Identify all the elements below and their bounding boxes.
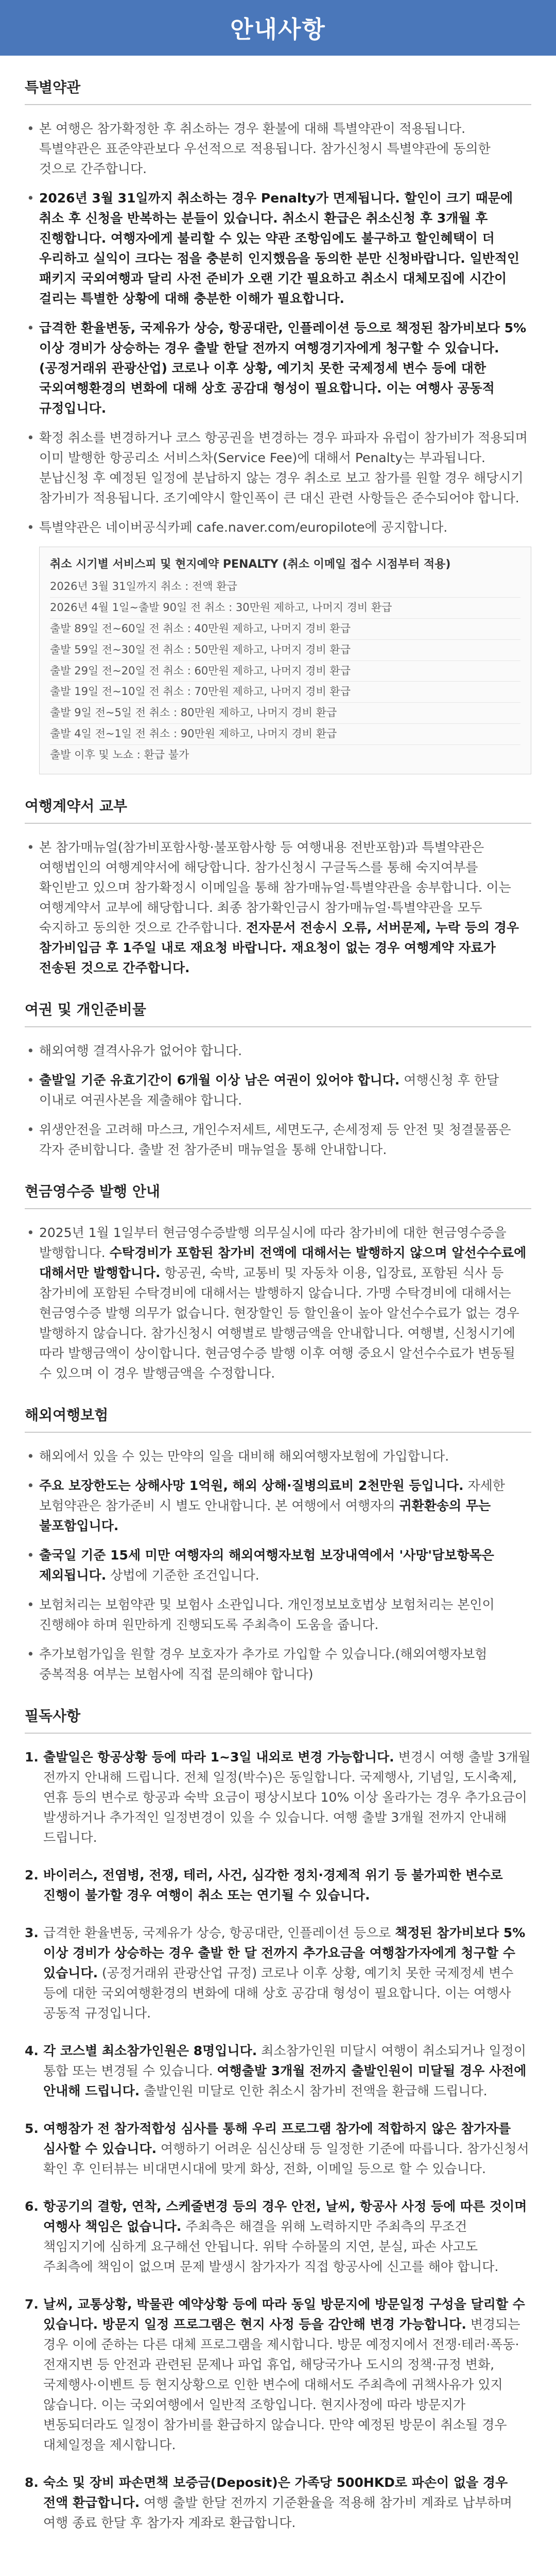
insurance-section [25,1404,531,1684]
text-segment: 위생안전을 고려해 마스크, 개인수저세트, 세면도구, 손세정제 등 안전 및 청결물품은 각자 준비합니다. 출발 전 참가준비 매뉴얼을 통해 안내합니다. [39,1122,511,1158]
section-divider [25,1432,531,1433]
bold-text: 출발일 기준 유효기간이 6개월 이상 남은 여권이 있어야 합니다. [39,1073,400,1088]
section-divider [25,1026,531,1027]
page-title: 안내사항 [230,15,326,43]
list-item [25,837,531,978]
penalty-row: 출발 29일 전~20일 전 취소 : 60만원 제하고, 나머지 경비 환급 [50,660,520,682]
list-item [25,1070,531,1110]
section-title: 여행계약서 교부 [25,798,128,815]
text-segment: 변경되는 경우 이에 준하는 다른 대체 프로그램을 제시합니다. 방문 예정지에서 전쟁·테러·폭동·전재지변 등 안전과 관련된 문제나 파업 휴업, 해당국가나 도시의 정책·규정 변화, 국제행사·이벤트 등 현지상황으로 인한 변수에 대해서도 주최측에 귀책사유가 있지 않습니다. 이는 국외여행에서 일반적 조항입니다. 현지사정에 따라 방문지가 변동되더라도 일정이 참가비를 환급하지 않습니다. 만약 예정된 방문이 취소될 경우 대체일정을 제시합니다. [43,2317,520,2453]
text-segment: 여행신청 후 한달 이내로 여권사본을 제출해야 합니다. [39,1073,499,1108]
penalty-row: 출발 59일 전~30일 전 취소 : 50만원 제하고, 나머지 경비 환급 [50,639,520,660]
list-item [25,2119,531,2179]
penalty-table [39,547,531,774]
list-item [25,1476,531,1536]
notice-content [0,56,556,2574]
penalty-row: 출발 19일 전~10일 전 취소 : 70만원 제하고, 나머지 경비 환급 [50,681,520,702]
penalty-row: 출발 9일 전~5일 전 취소 : 80만원 제하고, 나머지 경비 환급 [50,702,520,723]
list-item [25,2472,531,2533]
list-item [25,1865,531,1905]
list-item [25,1446,531,1466]
list-item [25,2196,531,2277]
bold-text: 귀환환송의 무는 불포함입니다. [39,1498,491,1534]
penalty-title: 취소 시기별 서비스피 및 현지예약 PENALTY (취소 이메일 접수 시점부터 적용) [50,558,451,571]
banner [0,0,556,56]
text-segment: 출발인원 미달로 인한 취소시 참가비 전액을 환급해 드립니다. [140,2083,488,2099]
list-item [25,188,531,309]
item-number: 8. [25,2475,39,2490]
text-segment: 2025년 1월 1일부터 현금영수증발행 의무실시에 따라 참가비에 대한 현금영수증을 발행합니다. [39,1225,507,1261]
item-number: 4. [25,2043,39,2059]
bold-text: 숙소 및 장비 파손면책 보증금(Deposit)은 가족당 500HKD로 파손이 없을 경우 전액 환급합니다. [43,2475,508,2511]
receipt-section [25,1180,531,1383]
list-item [25,2294,531,2455]
text-segment: 해외여행 결격사유가 없어야 합니다. [39,1043,242,1059]
bold-text: 주요 보장한도는 상해사망 1억원, 해외 상해·질병의료비 2천만원 등입니다. [39,1478,464,1494]
bullet-list [25,837,531,978]
section-divider [25,1208,531,1209]
bold-text: 여행참가 전 참가적합성 심사를 통해 우리 프로그램 참가에 적합하지 않은 참가자를 심사할 수 있습니다. [43,2121,511,2157]
bold-text: 각 코스별 최소참가인원은 8명입니다. [43,2043,257,2059]
text-segment: 여행 출발 한달 전까지 기준환율을 적용해 참가비 계좌로 납부하며 여행 종료 한달 후 참가자 계좌로 환급합니다. [43,2495,512,2531]
list-item [25,1223,531,1383]
bold-text: 출발일은 항공상황 등에 따라 1~3일 내외로 변경 가능합니다. [43,1750,394,1765]
passport-section [25,998,531,1160]
bold-text: 바이러스, 전염병, 전쟁, 테러, 사건, 심각한 정치·경제적 위기 등 불가피한 변수로 진행이 불가할 경우 여행이 취소 또는 연기될 수 있습니다. [43,1868,503,1903]
penalty-row: 2026년 4월 1일~출발 90일 전 취소 : 30만원 제하고, 나머지 경비 환급 [50,597,520,618]
bullet-list [25,1446,531,1684]
list-item [25,2041,531,2101]
section-title: 여권 및 개인준비물 [25,1001,146,1019]
bold-text: 수탁경비가 포함된 참가비 전액에 대해서는 발행하지 않으며 알선수수료에 대해서만 발행합니다. [39,1245,527,1281]
section-title: 특별약관 [25,79,81,96]
text-segment: (공정거래위 관광산업 규정) 코로나 이후 상황, 예기치 못한 국제정세 변수 등에 대한 국외여행환경의 변화에 대해 상호 공감대 형성이 필요합니다. 이는 여행사 공동적 규정입니다. [43,1965,514,2021]
text-segment: 특별약관은 네이버공식카페 cafe.naver.com/europilote에 공지합니다. [39,520,448,535]
section-divider [25,1733,531,1734]
section-divider [25,104,531,105]
text-segment: 확정 취소를 변경하거나 코스 항공권을 변경하는 경우 파파자 유럽이 참가비가 적용되며 이미 발행한 항공리소 서비스차(Service Fee)에 대해서 Penalty는 부과됩니다. 분납신청 후 예정된 일정에 분납하지 않는 경우 취소로 보고 참가를 원할 경우 해당시기 참가비가 적용됩니다. 조기예약시 할인폭이 큰 대신 관련 사항들은 준수되어야 합니다. [39,430,528,505]
item-number: 6. [25,2199,39,2214]
bold-text: 출국일 기준 15세 미만 여행자의 해외여행자보험 보장내역에서 '사망'담보항목은 제외됩니다. [39,1548,494,1583]
text-segment: 항공권, 숙박, 교통비 및 자동차 이용, 입장료, 포함된 식사 등 참가비에 포함된 수탁경비에 대해서는 발행하지 않습니다. 가맹 수탁경비에 대해서는 현금영수증 발행 의무가 없습니다. 현장할인 등 할인율이 높아 알선수수료가 없는 경우 발행하지 않습니다. 참가신청시 여행별로 발행금액을 안내합니다. 여행별, 신청시기에 따라 발행금액이 상이합니다. 현금영수증 발행 이후 여행 중요시 알선수수료가 변동될 수 있으며 이 경우 발행금액을 수정합니다. [39,1265,519,1381]
bullet-list [25,1223,531,1383]
item-number: 3. [25,1925,39,1941]
bold-text: 항공기의 결항, 연착, 스케줄변경 등의 경우 안전, 날씨, 항공사 사정 등에 따른 것이며 여행사 책임은 없습니다. [43,2199,527,2234]
list-item [25,1644,531,1684]
special-terms-section [25,76,531,774]
item-number: 1. [25,1750,39,1765]
bold-text: 책정된 참가비보다 5% 이상 경비가 상승하는 경우 출발 한 달 전까지 추가요금을 여행참가자에게 청구할 수 있습니다. [43,1925,526,1981]
bullet-list [25,118,531,537]
penalty-row: 출발 이후 및 노쇼 : 환급 불가 [50,744,520,766]
section-divider [25,823,531,824]
text-segment: 최소참가인원 미달시 여행이 취소되거나 일정이 통합 또는 변경될 수 있습니다. [43,2043,527,2079]
section-title: 해외여행보험 [25,1406,109,1424]
item-number: 2. [25,1868,39,1883]
list-item [25,517,531,537]
text-segment: 변경시 여행 출발 3개월 전까지 안내해 드립니다. 전체 일정(박수)은 동일합니다. 국제행사, 기념일, 도시축제, 연휴 등의 변수로 항공과 숙박 요금이 평상시보다 10% 이상 올라가는 경우 추가요금이 발생하거나 추가적인 일정변경이 있을 수 있습니다. 여행 출발 3개월 전까지 안내해 드립니다. [43,1750,531,1845]
penalty-rows [50,577,520,766]
text-segment: 본 여행은 참가확정한 후 취소하는 경우 환불에 대해 특별약관이 적용됩니다. 특별약관은 표준약관보다 우선적으로 적용됩니다. 참가신청시 특별약관에 동의한 것으로 간주합니다. [39,121,491,176]
list-item [25,118,531,179]
list-item [25,1120,531,1160]
text-segment: 추가보험가입을 원할 경우 보호자가 추가로 가입할 수 있습니다.(해외여행자보험 중복적용 여부는 보험사에 직접 문의해야 합니다) [39,1647,488,1682]
bullet-list [25,1041,531,1160]
text-segment: 보험처리는 보험약관 및 보험사 소관입니다. 개인정보보호법상 보험처리는 본인이 진행해야 하며 원만하게 진행되도록 주최측이 도움을 줍니다. [39,1597,495,1633]
text-segment: 주최측은 해결을 위해 노력하지만 주최측의 무조건 책임지기에 심하게 요구해선 안됩니다. 위탁 수하물의 지연, 분실, 파손 사고도 주최측에 책임이 없으며 문제 발생시 참가자가 직접 항공사에 신고를 해야 합니다. [43,2219,499,2275]
list-item [25,428,531,508]
text-segment: 자세한 보험약관은 참가준비 시 별도 안내합니다. 본 여행에서 여행자의 [39,1478,505,1514]
list-item [25,1923,531,2023]
penalty-row: 출발 89일 전~60일 전 취소 : 40만원 제하고, 나머지 경비 환급 [50,618,520,639]
list-item [25,1595,531,1635]
list-item [25,1041,531,1061]
bold-text: 여행출발 3개월 전까지 출발인원이 미달될 경우 사전에 안내해 드립니다. [43,2063,527,2099]
list-item [25,1747,531,1848]
list-item [25,1545,531,1585]
section-title: 현금영수증 발행 안내 [25,1183,160,1200]
item-number: 7. [25,2297,39,2312]
bold-text: 전자문서 전송시 오류, 서버문제, 누락 등의 경우 참가비입금 후 1주일 내로 재요청 바랍니다. 재요청이 없는 경우 여행계약 자료가 전송된 것으로 간주합니다. [39,920,519,976]
text-segment: 해외에서 있을 수 있는 만약의 일을 대비해 해외여행자보험에 가입합니다. [39,1449,449,1464]
bold-text: 2026년 3월 31일까지 취소하는 경우 Penalty가 면제됩니다. 할인이 크기 때문에 취소 후 신청을 반복하는 분들이 있습니다. 취소시 환급은 취소신청 후 3개월 후 진행합니다. 여행자에게 불리할 수 있는 약관 조항임에도 불구하고 할인혜택이 더 우리하고 실익이 크다는 점을 충분히 인지했음을 동의한 분만 신청바랍니다. 일반적인 패키지 국외여행과 달리 사전 준비가 오랜 기간 필요하고 취소시 대체모집에 시간이 걸리는 특별한 상황에 대해 충분한 이해가 필요합니다. [39,191,520,306]
text-segment: 본 참가매뉴얼(참가비포함사항·불포함사항 등 여행내용 전반포함)과 특별약관은 여행법인의 여행계약서에 해당합니다. 참가신청시 구글독스를 통해 숙지여부를 확인받고 있으며 참가확정시 이메일을 통해 참가매뉴얼·특별약관을 송부합니다. 이는 여행계약서 교부에 해당합니다. 최종 참가확인금시 참가매뉴얼·특별약관을 모두 숙지하고 동의한 것으로 간주합니다. [39,840,511,936]
penalty-row: 2026년 3월 31일까지 취소 : 전액 환급 [50,580,237,592]
must-read-section [25,1705,531,2533]
contract-section [25,795,531,978]
bold-text: 날씨, 교통상황, 박물관 예약상황 등에 따라 동일 방문지에 방문일정 구성을 달리할 수 있습니다. 방문지 일정 프로그램은 현지 사정 등을 감안해 변경 가능합니다. [43,2297,525,2332]
text-segment: 상법에 기준한 조건입니다. [106,1568,259,1583]
penalty-row: 출발 4일 전~1일 전 취소 : 90만원 제하고, 나머지 경비 환급 [50,723,520,744]
text-segment: 급격한 환율변동, 국제유가 상승, 항공대란, 인플레이션 등으로 [43,1925,395,1941]
item-number: 5. [25,2121,39,2137]
bold-text: 급격한 환율변동, 국제유가 상승, 항공대란, 인플레이션 등으로 책정된 참가비보다 5% 이상 경비가 상승하는 경우 출발 한달 전까지 여행경기자에게 청구할 수 있습니다.(공정거래위 관광산업) 코로나 이후 상황, 예기치 못한 국제정세 변수 등에 대한 국외여행환경의 변화에 대해 상호 공감대 형성이 필요합니다. 이는 여행사 공동적 규정입니다. [39,320,527,416]
list-item [25,318,531,418]
section-title: 필독사항 [25,1707,81,1725]
text-segment: 여행하기 어려운 심신상태 등 일정한 기준에 따릅니다. 참가신청서 확인 후 인터뷰는 비대면시대에 맞게 화상, 전화, 이메일 등으로 할 수 있습니다. [43,2141,529,2177]
numbered-list [25,1747,531,2533]
